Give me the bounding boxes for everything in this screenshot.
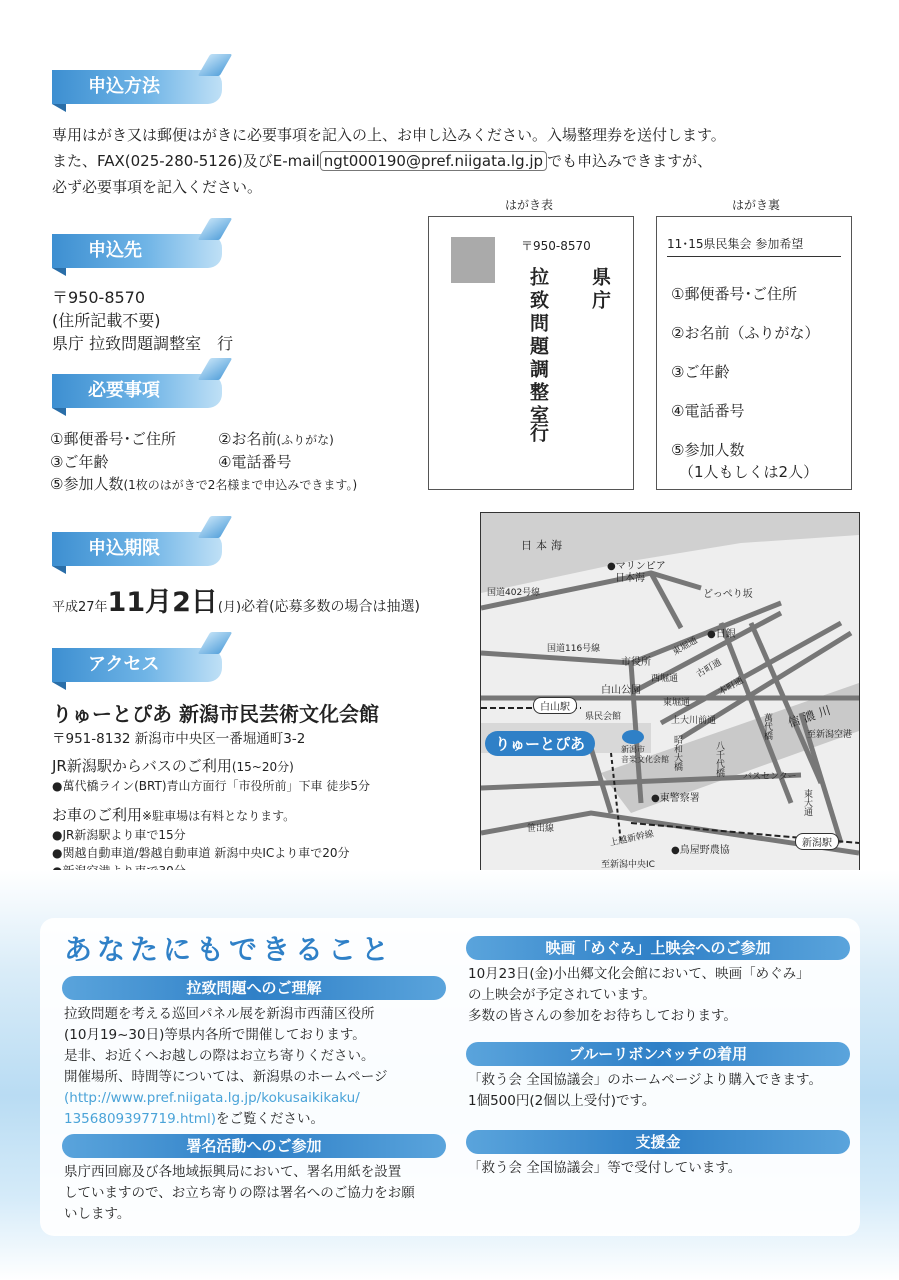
car-title: お車のご利用 xyxy=(52,806,143,824)
section-label-apply-method: 申込方法 xyxy=(52,70,222,104)
understanding-text xyxy=(64,1004,454,1130)
map-svg xyxy=(481,513,859,873)
map-to-ic: 至新潟中央IC xyxy=(601,860,655,870)
postcard-back xyxy=(656,216,852,490)
apply-to-note: (住所記載不要) xyxy=(52,311,161,330)
map-hakusan-park: 白山公園 xyxy=(601,685,641,696)
map-nishibori: 西堀通 xyxy=(651,674,679,684)
access-map xyxy=(480,512,860,874)
required-item2: ②お名前 xyxy=(218,430,277,448)
postcard-back-list xyxy=(671,275,819,483)
understanding-link-line1[interactable]: (http://www.pref.niigata.lg.jp/kokusaikikaku/ xyxy=(64,1090,360,1106)
venue-name: りゅーとぴあ 新潟市民芸術文化会館 xyxy=(52,702,379,726)
stamp-placeholder xyxy=(451,237,495,283)
map-sea: 日本海 xyxy=(521,539,566,552)
signature-line3: いします。 xyxy=(64,1206,131,1222)
section-label-deadline: 申込期限 xyxy=(52,532,222,566)
apply-to-text xyxy=(52,286,233,355)
map-higashibori: 東堀通 xyxy=(671,635,700,658)
map-bus-center: バスセンター xyxy=(743,772,797,782)
badge-line1: 「救う会 全国協議会」のホームページより購入できます。 xyxy=(468,1072,822,1088)
deadline-date: 11月2日 xyxy=(107,587,218,618)
map-hakusan-station: 白山駅 xyxy=(533,697,577,714)
signature-text xyxy=(64,1162,464,1225)
required-item3: ③ご年齢 xyxy=(50,453,109,471)
understanding-line5: をご覧ください。 xyxy=(215,1111,324,1127)
postcard-back-item5-note: （1人もしくは2人） xyxy=(679,463,819,481)
postcard-back-title: 11･15県民集会 参加希望 xyxy=(667,235,841,257)
map-kenmin: 県民会館 xyxy=(585,712,622,722)
donation-text xyxy=(468,1158,858,1179)
section-label-apply-to: 申込先 xyxy=(52,234,222,268)
map-ryutopia-label: りゅーとぴあ xyxy=(485,731,595,756)
access-info xyxy=(52,700,472,880)
postcard-back-item3: ③ご年齢 xyxy=(671,363,730,381)
required-item4: ④電話番号 xyxy=(218,453,292,471)
movie-line1: 10月23日(金)小出郷文化会館において、映画「めぐみ」 xyxy=(468,966,810,982)
map-torii: ●鳥屋野農協 xyxy=(671,845,730,856)
required-list xyxy=(50,428,450,496)
apply-to-address: 県庁 拉致問題調整室 行 xyxy=(52,334,234,353)
postcard-back-item1: ①郵便番号･ご住所 xyxy=(671,285,797,303)
understanding-line1: 拉致問題を考える巡回パネル展を新潟市西蒲区役所 xyxy=(64,1006,375,1022)
badge-text xyxy=(468,1070,858,1112)
map-higashi-odori: 東大通 xyxy=(802,789,812,816)
venue-address: 〒951-8132 新潟市中央区一番堀通町3-2 xyxy=(52,731,306,747)
car-note: ※駐車場は有料となります。 xyxy=(142,809,296,823)
section-label-required: 必要事項 xyxy=(52,374,222,408)
map-airport-road: 至新潟空港 xyxy=(807,730,853,740)
understanding-line3: 是非、お近くへお越しの際はお立ち寄りください。 xyxy=(64,1048,375,1064)
section-label-access: アクセス xyxy=(52,648,222,682)
required-item5: ⑤参加人数 xyxy=(50,475,124,493)
map-nichigin: ●日銀 xyxy=(707,629,736,640)
map-yachiyo: 八千代橋 xyxy=(714,741,724,777)
deadline-suffix: 必着(応募多数の場合は抽選) xyxy=(241,599,421,615)
map-bandai: 萬代橋 xyxy=(762,713,772,740)
required-item5-note: (1枚のはがきで2名様まで申込みできます。) xyxy=(123,478,358,492)
required-item2-note: (ふりがな) xyxy=(276,433,334,447)
bus-detail: ●萬代橋ライン(BRT)青山方面行「市役所前」下車 徒歩5分 xyxy=(52,779,370,793)
movie-text xyxy=(468,964,858,1027)
badge-line2: 1個500円(2個以上受付)です。 xyxy=(468,1093,656,1109)
map-honcho: 本町通 xyxy=(717,675,746,698)
map-furumachi: 古町通 xyxy=(695,657,724,680)
map-route402: 国道402号線 xyxy=(487,588,541,598)
map-ongaku: 新潟市 音楽文化会館 xyxy=(621,745,669,764)
understanding-label: 拉致問題へのご理解 xyxy=(62,976,446,1000)
postcard-back-item4: ④電話番号 xyxy=(671,402,745,420)
apply-method-text xyxy=(52,122,882,200)
map-niigata-station: 新潟駅 xyxy=(795,833,839,850)
apply-method-line2-prefix: また、FAX(025-280-5126)及びE-mail xyxy=(52,152,320,170)
postcard-front-line-a: 県庁 xyxy=(589,267,611,313)
postcard-front-postal: 〒950-8570 xyxy=(521,239,591,253)
bus-time: (15~20分) xyxy=(231,760,294,774)
postcard-front-line-b: 拉致問題調整室 xyxy=(527,267,549,428)
map-sasade: 笹出線 xyxy=(527,824,555,834)
movie-label: 映画「めぐみ」上映会へのご参加 xyxy=(466,936,850,960)
ryutopia-marker xyxy=(622,730,644,744)
map-kamiookawamae: 上大川前通 xyxy=(671,716,717,726)
map-shinanogawa: 信濃川 xyxy=(786,701,837,731)
apply-to-postal: 〒950-8570 xyxy=(52,288,146,307)
understanding-line2: (10月19~30日)等県内各所で開催しております。 xyxy=(64,1027,366,1043)
signature-line2: していますので、お立ち寄りの際は署名へのご協力をお願 xyxy=(64,1185,415,1201)
donation-line1: 「救う会 全国協議会」等で受付しています。 xyxy=(468,1160,742,1176)
postcard-front-line-c: 行 xyxy=(527,423,549,446)
apply-method-line1: 専用はがき又は郵便はがきに必要事項を記入の上、お申し込みください。入場整理券を送付します。 xyxy=(52,126,726,144)
deadline-era: 平成27年 xyxy=(52,600,108,615)
map-higashi-police: ●東警察署 xyxy=(651,793,700,804)
badge-label: ブルーリボンバッチの着用 xyxy=(466,1042,850,1066)
bottom-headline: あなたにもできること xyxy=(64,933,395,966)
map-cityhall: 市役所 xyxy=(621,657,651,668)
required-item1: ①郵便番号･ご住所 xyxy=(50,430,176,448)
postcard-front-caption: はがき表 xyxy=(505,198,554,212)
map-higashibori2: 東堀通 xyxy=(663,698,691,708)
apply-method-line2 xyxy=(52,148,882,174)
donation-label: 支援金 xyxy=(466,1130,850,1154)
postcard-back-item2: ②お名前（ふりがな） xyxy=(671,324,820,342)
understanding-link-line2[interactable]: 1356809397719.html) xyxy=(64,1111,216,1127)
signature-label: 署名活動へのご参加 xyxy=(62,1134,446,1158)
map-joetsu: 上越新幹線 xyxy=(608,829,655,849)
bus-title: JR新潟駅からバスのご利用 xyxy=(52,757,232,775)
movie-line3: 多数の皆さんの参加をお待ちしております。 xyxy=(468,1008,737,1024)
deadline-text xyxy=(52,580,420,619)
map-showa: 昭和大橋 xyxy=(672,735,682,771)
deadline-weekday: (月) xyxy=(217,600,242,615)
map-marine: ●マリンピア 日本海 xyxy=(607,561,666,584)
car-route-2: ●関越自動車道/磐越自動車道 新潟中央ICより車で20分 xyxy=(52,846,350,860)
map-dottsuberi: どっぺり坂 xyxy=(703,589,753,600)
postcard-back-caption: はがき裏 xyxy=(732,198,781,212)
map-route116: 国道116号線 xyxy=(547,644,601,654)
postcard-front xyxy=(428,216,634,490)
movie-line2: の上映会が予定されています。 xyxy=(468,987,656,1003)
postcard-back-item5: ⑤参加人数 xyxy=(671,441,745,459)
apply-method-line3: 必ず必要事項を記入ください。 xyxy=(52,178,263,196)
signature-line1: 県庁西回廊及び各地域振興局において、署名用紙を設置 xyxy=(64,1164,402,1180)
car-route-1: ●JR新潟駅より車で15分 xyxy=(52,828,186,842)
apply-method-line2-suffix: でも申込みできますが、 xyxy=(547,152,713,170)
understanding-line4: 開催場所、時間等については、新潟県のホームページ xyxy=(64,1069,388,1085)
email-address[interactable]: ngt000190@pref.niigata.lg.jp xyxy=(320,151,547,171)
